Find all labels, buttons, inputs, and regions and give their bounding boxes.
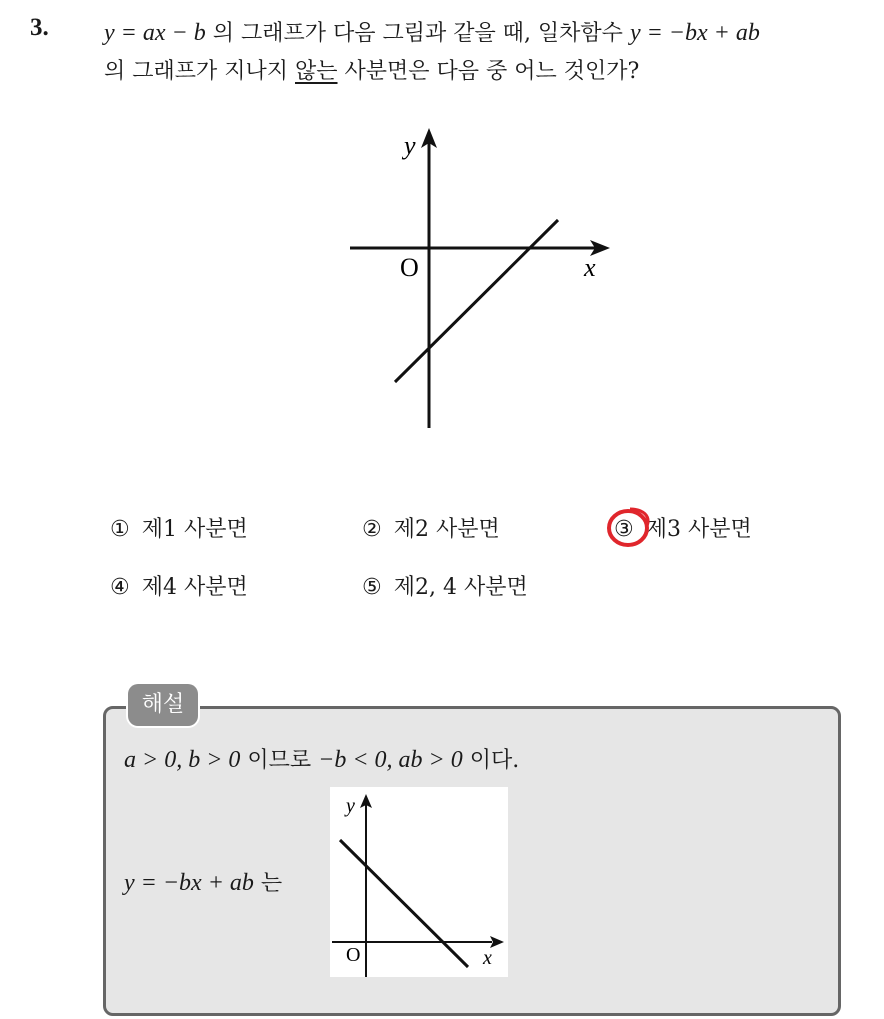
main-graph [340,120,630,440]
graph-line [395,220,558,382]
choice-text: 제2 사분면 [393,517,500,542]
choice-number: ⑤ [362,575,382,600]
origin-label: O [400,253,419,282]
x-axis-label: x [584,253,596,282]
solution-graph [330,787,508,977]
solution-line-1 [124,743,519,774]
solution-equation: y = −bx + ab [124,870,254,896]
y-axis-label: y [346,795,355,817]
underlined-keyword: 않는 [295,59,338,84]
choice-text: 제3 사분면 [645,517,752,542]
solution-tag: 해설 [128,684,198,726]
question-text-line-2 [104,54,639,85]
solution-text-part: 는 [253,871,283,896]
equation-target: y = −bx + ab [629,20,760,46]
question-text-part: 의 그래프가 지나지 [104,59,295,84]
choice-2[interactable] [362,512,500,543]
solution-line-2 [124,866,282,897]
x-axis-label: x [483,947,492,969]
choice-text: 제1 사분면 [141,517,248,542]
choice-1[interactable] [110,512,248,543]
question-text-part: 의 그래프가 다음 그림과 같을 때, 일차함수 [205,21,630,46]
question-number: 3. [30,14,49,41]
origin-label: O [346,944,361,966]
solution-text-part: 이다. [462,748,520,773]
choice-number: ② [362,517,382,542]
solution-condition: a > 0, b > 0 [124,747,241,773]
choice-number: ① [110,517,130,542]
question-text-line-1 [104,16,760,47]
choice-text: 제4 사분면 [141,575,248,600]
solution-text-part: 이므로 [240,748,319,773]
solution-derived: −b < 0, ab > 0 [318,747,463,773]
y-axis-label: y [404,131,416,160]
question-text-part: 사분면은 다음 중 어느 것인가? [337,59,640,84]
choice-5[interactable] [362,570,528,601]
choice-number: ④ [110,575,130,600]
choice-4[interactable] [110,570,248,601]
answer-mark-circle-icon [603,506,655,550]
choice-number: ③ [614,517,634,542]
choice-text: 제2, 4 사분면 [393,575,528,600]
equation-given: y = ax − b [104,20,206,46]
